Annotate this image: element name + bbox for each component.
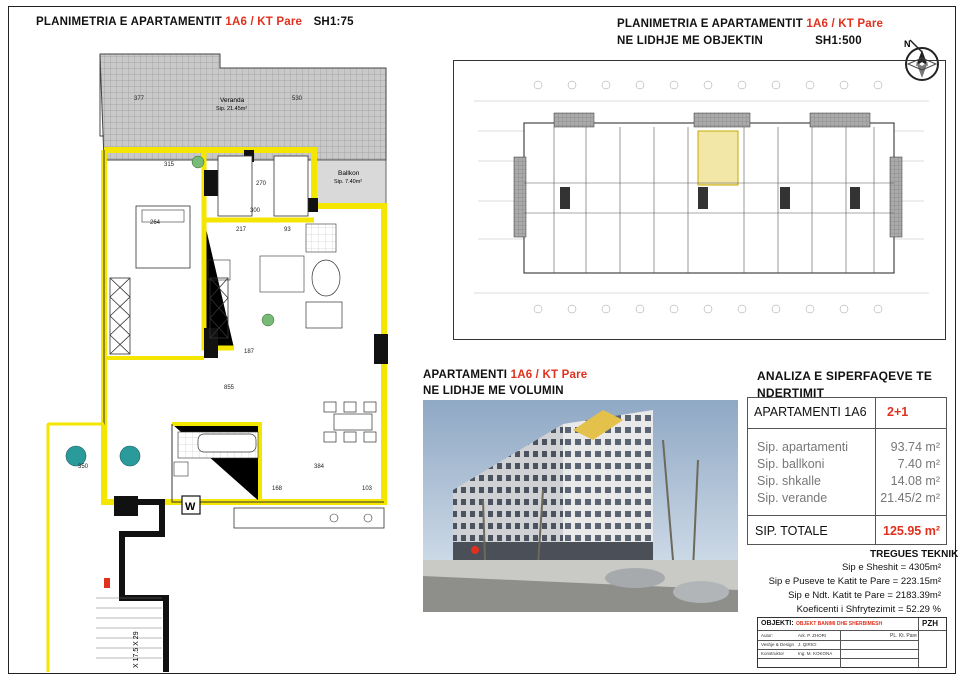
svg-text:Veranda: Veranda (220, 97, 245, 104)
svg-text:N: N (904, 39, 911, 49)
svg-text:168: 168 (272, 486, 283, 492)
svg-text:93: 93 (284, 227, 291, 233)
svg-text:855: 855 (224, 385, 235, 391)
svg-text:300: 300 (250, 208, 261, 214)
total-label: SIP. TOTALE (755, 524, 828, 538)
svg-text:Sip. 21.45m²: Sip. 21.45m² (216, 106, 248, 112)
svg-text:270: 270 (256, 181, 267, 187)
volume-title: APARTAMENTI 1A6 / KT Pare NE LIDHJE ME VOLUMIN (423, 369, 588, 397)
apartment-floor-plan (38, 38, 400, 672)
site-plan-panel (453, 60, 946, 340)
svg-text:530: 530 (292, 96, 303, 102)
svg-text:W: W (185, 501, 196, 513)
firm-logo: PZH (922, 619, 938, 628)
building-render-image (423, 400, 738, 612)
svg-text:350: 350 (78, 464, 89, 470)
tech-line: Sip e Puseve te Katit te Pare = 223.15m² (768, 576, 941, 587)
svg-text:Ballkon: Ballkon (338, 170, 360, 177)
plan-title: PLANIMETRIA E APARTAMENTIT 1A6 / KT Pare SH1:75 (36, 16, 354, 28)
svg-text:103: 103 (362, 486, 373, 492)
tech-line: Koeficenti i Shfrytezimit = 52.29 % (796, 604, 941, 615)
apartment-type: 2+1 (887, 405, 909, 419)
tech-line: Sip e Ndt. Katit te Pare = 2183.39m² (788, 590, 941, 601)
svg-text:315: 315 (164, 162, 175, 168)
row-label: Sip. apartamenti (757, 440, 849, 454)
objekti-label: OBJEKTI: (761, 620, 794, 627)
row-value: 14.08 m² (890, 474, 940, 488)
svg-text:217: 217 (236, 227, 247, 233)
dim-label: 377 (134, 96, 145, 102)
title-block: OBJEKTI: OBJEKT BANIMI DHE SHERBIMESH PZH Autor: Ark. P. ZHORI Veshje & Design J. QIRICI Konstruktor Ing. M. KOKONA PL. Kt. Pare (757, 617, 947, 668)
row-value: 7.40 m² (897, 457, 940, 471)
svg-text:384: 384 (314, 464, 325, 470)
area-analysis-table (747, 397, 947, 545)
apartment-label: APARTAMENTI 1A6 (754, 405, 867, 419)
total-value: 125.95 m² (883, 524, 940, 538)
svg-text:187: 187 (244, 349, 255, 355)
tech-line: Sip e Sheshit = 4305m² (841, 562, 941, 573)
row-label: Sip. ballkoni (757, 457, 825, 471)
svg-text:Sip. 7.40m²: Sip. 7.40m² (334, 179, 363, 185)
tech-heading: TREGUES TEKNIK (870, 549, 959, 560)
row-label: Sip. shkalle (757, 474, 821, 488)
row-value: 21.45/2 m² (880, 491, 940, 505)
objekti-value: OBJEKT BANIMI DHE SHERBIMESH (796, 621, 883, 627)
svg-text:X 17.5 X 29: X 17.5 X 29 (133, 631, 140, 668)
svg-text:264: 264 (150, 220, 161, 226)
analysis-heading: ANALIZA E SIPERFAQEVE TE NDERTIMIT (757, 369, 933, 400)
row-label: Sip. verande (757, 491, 828, 505)
row-value: 93.74 m² (890, 440, 940, 454)
site-title: PLANIMETRIA E APARTAMENTIT 1A6 / KT Pare NE LIDHJE ME OBJEKTIN SH1:500 (617, 18, 884, 47)
